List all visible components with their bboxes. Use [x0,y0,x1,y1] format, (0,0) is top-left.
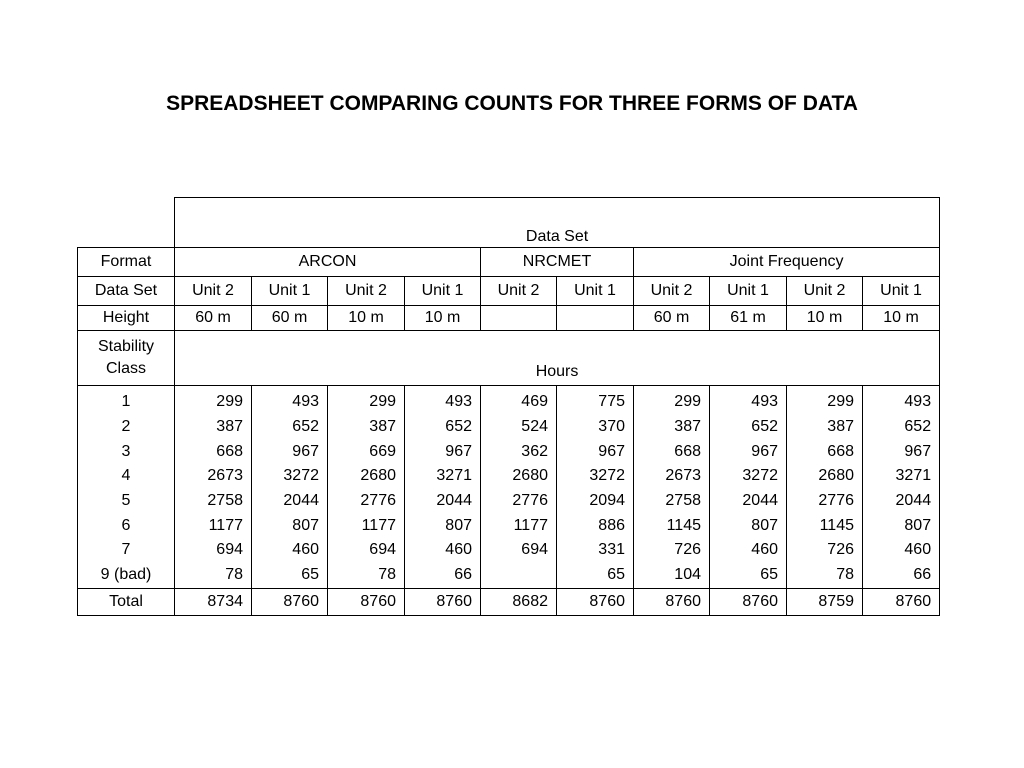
hours-cell: 78 [787,563,863,588]
height-row [78,306,940,331]
hours-cell: 78 [328,563,405,588]
unit-header: Unit 1 [557,277,634,306]
hours-cell: 669 [328,439,405,464]
dataset-header: Data Set [175,198,940,248]
page-title: SPREADSHEET COMPARING COUNTS FOR THREE FORMS OF DATA [166,92,858,115]
hours-cell: 2044 [405,489,481,514]
height-cell: 60 m [175,306,252,331]
hours-cell: 460 [710,538,787,563]
table-row [78,538,940,563]
hours-cell: 807 [405,513,481,538]
hours-cell: 104 [634,563,710,588]
hours-cell: 2758 [175,489,252,514]
stability-class-label [78,331,175,386]
hours-cell: 967 [863,439,940,464]
height-cell: 10 m [787,306,863,331]
total-cell: 8760 [557,588,634,615]
hours-cell: 775 [557,386,634,415]
height-label: Height [78,306,175,331]
hours-cell: 78 [175,563,252,588]
hours-cell: 2673 [634,464,710,489]
dataset-header-row [78,198,940,248]
format-joint-frequency: Joint Frequency [634,248,940,277]
hours-header: Hours [175,331,940,386]
hours-cell: 694 [328,538,405,563]
hours-cell: 2776 [328,489,405,514]
stability-class-cell: 1 [78,386,175,415]
hours-cell: 2044 [252,489,328,514]
stability-class-cell: 5 [78,489,175,514]
hours-cell: 387 [328,415,405,440]
hours-cell: 726 [787,538,863,563]
height-cell: 10 m [328,306,405,331]
hours-cell: 3272 [252,464,328,489]
hours-cell: 65 [252,563,328,588]
total-cell: 8759 [787,588,863,615]
hours-cell: 66 [405,563,481,588]
hours-cell: 1177 [328,513,405,538]
unit-header: Unit 1 [252,277,328,306]
unit-header: Unit 2 [634,277,710,306]
hours-cell: 694 [175,538,252,563]
hours-cell: 967 [710,439,787,464]
hours-cell: 652 [405,415,481,440]
height-cell [481,306,557,331]
total-cell: 8760 [863,588,940,615]
height-cell: 60 m [252,306,328,331]
hours-cell: 886 [557,513,634,538]
hours-cell: 2680 [787,464,863,489]
hours-cell: 807 [252,513,328,538]
hours-cell: 299 [634,386,710,415]
hours-cell: 967 [252,439,328,464]
hours-cell: 2044 [863,489,940,514]
data-table [77,197,940,616]
hours-cell: 3272 [557,464,634,489]
table-row [78,513,940,538]
hours-cell: 460 [863,538,940,563]
hours-cell: 967 [405,439,481,464]
height-cell: 10 m [863,306,940,331]
hours-cell: 2094 [557,489,634,514]
stability-class-cell: 2 [78,415,175,440]
hours-cell: 807 [710,513,787,538]
hours-cell: 493 [863,386,940,415]
unit-header: Unit 2 [787,277,863,306]
unit-header: Unit 2 [481,277,557,306]
hours-cell: 2680 [328,464,405,489]
header-corner [78,198,175,248]
hours-cell [481,563,557,588]
hours-cell: 1145 [787,513,863,538]
hours-cell: 2758 [634,489,710,514]
hours-cell: 362 [481,439,557,464]
hours-cell: 387 [634,415,710,440]
hours-cell: 1145 [634,513,710,538]
height-cell: 60 m [634,306,710,331]
hours-cell: 2044 [710,489,787,514]
hours-cell: 299 [328,386,405,415]
total-cell: 8760 [710,588,787,615]
stability-label-line1: Stability [97,338,155,355]
unit-header: Unit 1 [405,277,481,306]
hours-cell: 493 [405,386,481,415]
hours-cell: 2673 [175,464,252,489]
height-cell [557,306,634,331]
hours-cell: 1177 [481,513,557,538]
format-label: Format [78,248,175,277]
total-row [78,588,940,615]
total-cell: 8734 [175,588,252,615]
stability-class-cell: 6 [78,513,175,538]
hours-cell: 726 [634,538,710,563]
hours-cell: 387 [175,415,252,440]
unit-header: Unit 2 [328,277,405,306]
hours-cell: 967 [557,439,634,464]
hours-cell: 3271 [405,464,481,489]
total-cell: 8760 [252,588,328,615]
hours-cell: 524 [481,415,557,440]
total-label: Total [78,588,175,615]
hours-cell: 299 [787,386,863,415]
unit-row [78,277,940,306]
hours-cell: 668 [787,439,863,464]
hours-cell: 460 [252,538,328,563]
table-row [78,464,940,489]
dataset-label: Data Set [78,277,175,306]
format-nrcmet: NRCMET [481,248,634,277]
hours-cell: 65 [557,563,634,588]
hours-cell: 299 [175,386,252,415]
hours-cell: 652 [252,415,328,440]
total-cell: 8760 [634,588,710,615]
total-cell: 8760 [405,588,481,615]
hours-cell: 3271 [863,464,940,489]
hours-cell: 469 [481,386,557,415]
unit-header: Unit 1 [710,277,787,306]
unit-header: Unit 2 [175,277,252,306]
hours-cell: 460 [405,538,481,563]
stability-class-cell: 3 [78,439,175,464]
hours-cell: 694 [481,538,557,563]
total-cell: 8682 [481,588,557,615]
hours-cell: 2776 [481,489,557,514]
hours-cell: 652 [863,415,940,440]
hours-cell: 1177 [175,513,252,538]
table-row [78,489,940,514]
stability-class-cell: 4 [78,464,175,489]
stability-class-cell: 7 [78,538,175,563]
hours-cell: 668 [634,439,710,464]
hours-cell: 807 [863,513,940,538]
table-row [78,415,940,440]
height-cell: 61 m [710,306,787,331]
stability-class-cell: 9 (bad) [78,563,175,588]
hours-cell: 3272 [710,464,787,489]
format-arcon: ARCON [175,248,481,277]
total-cell: 8760 [328,588,405,615]
table-row [78,439,940,464]
hours-cell: 370 [557,415,634,440]
table-row [78,563,940,588]
table-row [78,386,940,415]
hours-cell: 2776 [787,489,863,514]
hours-cell: 331 [557,538,634,563]
stability-row [78,331,940,386]
stability-label-line2: Class [105,360,146,377]
unit-header: Unit 1 [863,277,940,306]
hours-cell: 668 [175,439,252,464]
hours-cell: 652 [710,415,787,440]
hours-cell: 2680 [481,464,557,489]
hours-cell: 387 [787,415,863,440]
format-row [78,248,940,277]
hours-cell: 493 [252,386,328,415]
height-cell: 10 m [405,306,481,331]
hours-cell: 493 [710,386,787,415]
hours-cell: 65 [710,563,787,588]
hours-cell: 66 [863,563,940,588]
